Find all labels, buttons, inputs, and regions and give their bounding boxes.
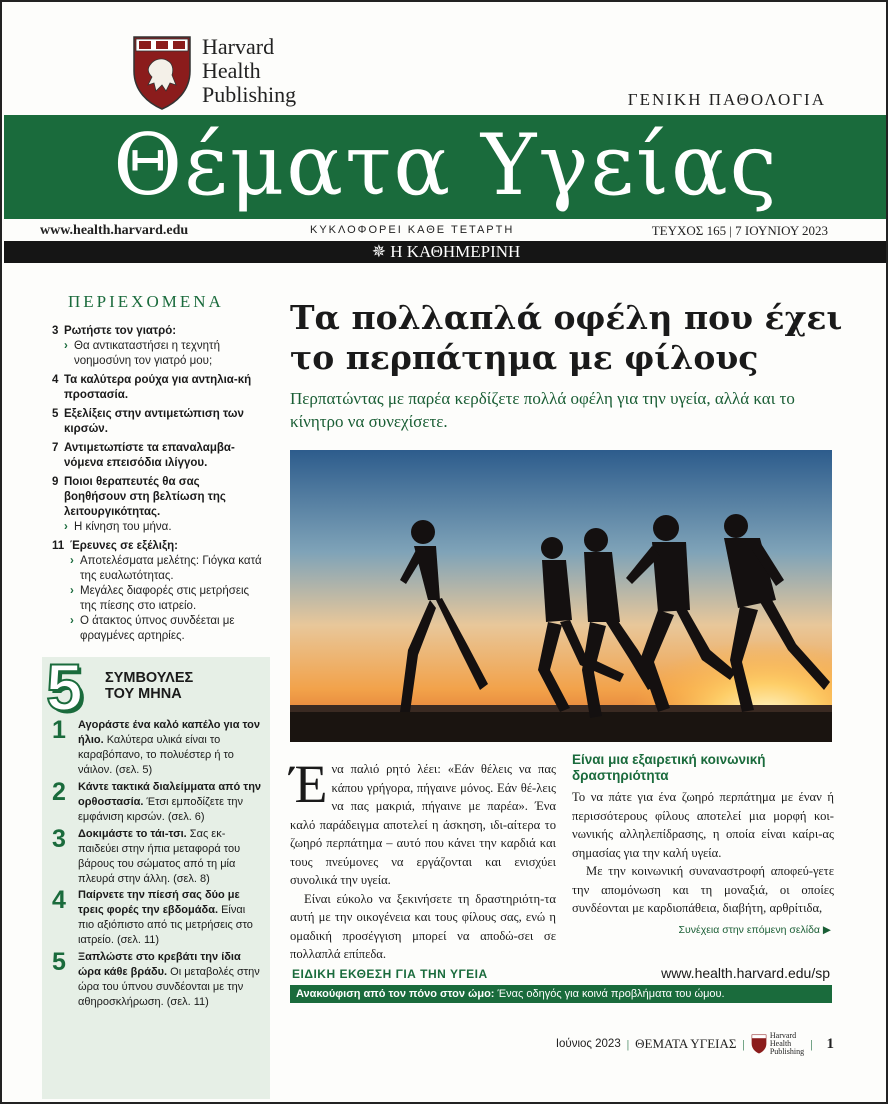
tip-item	[52, 780, 264, 825]
tip-heading: Κάντε τακτικά διαλείμματα από την ορθοστασία.	[78, 781, 262, 808]
article-paragraph: Είναι εύκολο να ξεκινήσετε τη δραστηριότη-τα αυτή με την οικογένεια και τους φίλους σας, ενώ η ομαδική προσέγγιση μπορεί να αποδώ-σει σε πολλαπλά επίπεδα.	[290, 891, 556, 961]
toc-page-number: 11	[52, 540, 65, 552]
footer-separator: |	[626, 1036, 630, 1051]
tip-number: 3	[52, 825, 66, 853]
footer-month: Ιούνιος 2023	[555, 1038, 621, 1050]
harvard-health-logo[interactable]	[132, 35, 296, 111]
footer-separator: |	[742, 1036, 745, 1051]
footer-separator: |	[810, 1036, 813, 1051]
special-report-title: Ανακούφιση από τον πόνο στον ώμο:	[296, 988, 495, 1000]
tip-text: Οι μεταβολές στην ώρα του ύπνου συνδέονται με την αθηροσκλήρωση. (σελ. 11)	[78, 966, 260, 1008]
toc-item[interactable]	[52, 373, 262, 403]
harvard-shield-icon	[132, 35, 192, 111]
article-paragraph: Το να πάτε για ένα ζωηρό περπάτημα με έναν ή περισσότερους φίλους αποτελεί μια μορφή κοι-νωνικής αλληλεπίδρασης, η οποία είναι καίρι-ας σημασίας για την καλή υγεία.	[572, 790, 834, 860]
toc-subitem-text: Θα αντικαταστήσει η τεχνητή νοημοσύνη τον γιατρό μου;	[74, 340, 220, 367]
section-label: ΓΕΝΙΚΗ ΠΑΘΟΛΟΓΙΑ	[627, 90, 826, 109]
publication-frequency: ΚΥΚΛΟΦΟΡΕΙ ΚΑΘΕ ΤΕΤΑΡΤΗ	[310, 224, 515, 236]
tip-number: 2	[52, 778, 66, 806]
tip-heading: Παίρνετε την πίεσή σας δύο με τρεις φορές την εβδομάδα.	[78, 889, 240, 916]
tip-item	[52, 718, 264, 778]
toc-page-number: 5	[52, 408, 59, 420]
issue-info: ΤΕΥΧΟΣ 165 | 7 ΙΟΥΝΙΟΥ 2023	[651, 223, 828, 238]
article-paragraph: Με την κοινωνική συναναστροφή αποφεύ-γετε την απομόνωση και τη μοναξιά, οι οποίες συνδέονται με καρδιοπάθεια, διαβήτη, αρθρίτιδα,	[572, 864, 834, 915]
article-subhead: Είναι μια εξαιρετική κοινωνική δραστηριότητα	[572, 752, 766, 783]
footer-logo	[751, 1032, 804, 1056]
newspaper-name	[2, 242, 888, 262]
toc-subitem-text: Μεγάλες διαφορές στις μετρήσεις της πίεσης στο ιατρείο.	[80, 585, 250, 612]
toc-page-number: 9	[52, 476, 59, 488]
chevron-right-icon: ›	[64, 340, 68, 352]
toc-heading: Αντιμετωπίστε τα επαναλαμβα-νόμενα επεισόδια ιλίγγου.	[64, 442, 235, 469]
toc-item[interactable]	[52, 324, 262, 369]
toc-subitem	[64, 339, 262, 369]
tip-number: 4	[52, 886, 66, 914]
toc-page-number: 7	[52, 442, 59, 454]
chevron-right-icon: ›	[70, 555, 74, 567]
tips-title-line: ΤΟΥ ΜΗΝΑ	[105, 686, 182, 702]
special-report-label: ΕΙΔΙΚΗ ΕΚΘΕΣΗ ΓΙΑ ΤΗΝ ΥΓΕΙΑ	[292, 967, 488, 981]
footer-publication: ΘΕΜΑΤΑ ΥΓΕΙΑΣ	[635, 1036, 737, 1051]
tip-heading: Αγοράστε ένα καλό καπέλο για τον ήλιο.	[78, 719, 260, 746]
brand-line: Health	[202, 58, 261, 83]
continued-link[interactable]: Συνέχεια στην επόμενη σελίδα ▶	[678, 924, 831, 936]
toc-heading: Ποιοι θεραπευτές θα σας βοηθήσουν στη βελτίωση της λειτουργικότητας.	[64, 476, 226, 518]
tip-item	[52, 827, 264, 887]
article-title: Τα πολλαπλά οφέλη που έχει το περπάτημα με φίλους	[290, 298, 843, 377]
tip-number: 1	[52, 716, 66, 744]
toc-subitem	[70, 554, 262, 584]
newspaper-title: Η ΚΑΘΗΜΕΡΙΝΗ	[390, 242, 521, 261]
toc-heading: Έρευνες σε εξέλιξη:	[70, 540, 178, 552]
tips-title	[105, 670, 193, 702]
special-report-url[interactable]: www.health.harvard.edu/sp	[661, 965, 830, 981]
page-footer	[556, 1032, 834, 1056]
site-url[interactable]: www.health.harvard.edu	[40, 223, 189, 238]
toc-subitem-text: Ο άτακτος ύπνος συνδέεται με φραγμένες αρτηρίες.	[80, 615, 235, 642]
runners-silhouette-photo	[290, 450, 832, 742]
chevron-right-icon: ›	[64, 521, 68, 533]
tip-heading: Δοκιμάστε το τάι-τσι.	[78, 828, 187, 840]
newspaper-emblem-icon: ✵	[371, 242, 391, 261]
masthead-title: Θέματα Υγείας	[113, 116, 779, 214]
toc-heading: Ρωτήστε τον γιατρό:	[64, 325, 177, 337]
tip-text: Σας εκ-παιδεύει στην ήπια μεταφορά του βάρους του σώματος από τη μία πλευρά στην άλλη. (σελ. 8)	[78, 828, 241, 885]
tip-text: Έτσι εμποδίζετε την εμφάνιση κιρσών. (σελ. 6)	[78, 796, 244, 823]
tip-heading: Ξαπλώστε στο κρεβάτι την ίδια ώρα κάθε βράδυ.	[78, 951, 241, 978]
footer-brand-line: Health	[769, 1039, 792, 1048]
table-of-contents	[52, 292, 262, 648]
article-column-2	[572, 752, 834, 918]
brand-line: Harvard	[202, 34, 275, 59]
footer-brand-line: Publishing	[769, 1047, 805, 1056]
toc-subitem	[70, 614, 262, 644]
toc-subitem-text: Η κίνηση του μήνα.	[74, 521, 172, 533]
toc-item[interactable]	[52, 407, 262, 437]
tip-number: 5	[52, 948, 66, 976]
toc-page-number: 3	[52, 325, 59, 337]
chevron-right-icon: ›	[70, 615, 74, 627]
chevron-right-icon: ›	[70, 585, 74, 597]
article-lead: Περπατώντας με παρέα κερδίζετε πολλά οφέλη για την υγεία, αλλά και το κίνητρο να συνεχίσετε.	[290, 389, 795, 431]
article-paragraph: να παλιό ρητό λέει: «Εάν θέλεις να πας κάπου γρήγορα, πήγαινε μόνος. Εάν θέ-λεις να πας μακριά, πήγαινε με παρέα». Ένα καλό παράδειγμα αποτελεί η άσκηση, ιδι-αίτερα το ζωηρό περπάτημα – αυτό που κάνει την καρδιά και τους πνεύμονες να εργάζονται και ενισχύει συνολικά την υγεία.	[290, 762, 556, 887]
toc-heading: Τα καλύτερα ρούχα για αντηλια-κή προστασία.	[64, 374, 252, 401]
tip-text: Είναι πιο αξιόπιστο από τις μετρήσεις στο ιατρείο. (σελ. 11)	[78, 904, 253, 946]
tip-item	[52, 950, 264, 1010]
article-column-1	[290, 754, 556, 964]
toc-page-number: 4	[52, 374, 59, 386]
page-number: 1	[826, 1035, 834, 1052]
tips-big-number: 5	[46, 650, 83, 724]
footer-brand-line: Harvard	[769, 1031, 797, 1040]
tip-item	[52, 888, 264, 948]
tip-text: Καλύτερα υλικά είναι το καραβόπανο, το πολυέστερ ή το νάιλον. (σελ. 5)	[78, 734, 234, 776]
toc-subitem-text: Αποτελέσματα μελέτης: Γιόγκα κατά της ευαλωτότητας.	[80, 555, 262, 582]
special-report-bar[interactable]	[290, 985, 832, 1003]
tips-title-line: ΣΥΜΒΟΥΛΕΣ	[105, 670, 194, 686]
toc-heading: Εξελίξεις στην αντιμετώπιση των κιρσών.	[64, 408, 244, 435]
toc-title: ΠΕΡΙΕΧΟΜΕΝΑ	[68, 292, 224, 311]
toc-item[interactable]	[52, 539, 262, 644]
drop-cap: Έ	[290, 754, 328, 814]
toc-item[interactable]	[52, 441, 262, 471]
toc-subitem	[64, 520, 262, 535]
toc-subitem	[70, 584, 262, 614]
special-report-text: Ένας οδηγός για κοινά προβλήματα του ώμου.	[494, 988, 725, 1000]
toc-item[interactable]	[52, 475, 262, 535]
brand-line: Publishing	[202, 82, 297, 107]
harvard-shield-icon	[751, 1034, 767, 1054]
